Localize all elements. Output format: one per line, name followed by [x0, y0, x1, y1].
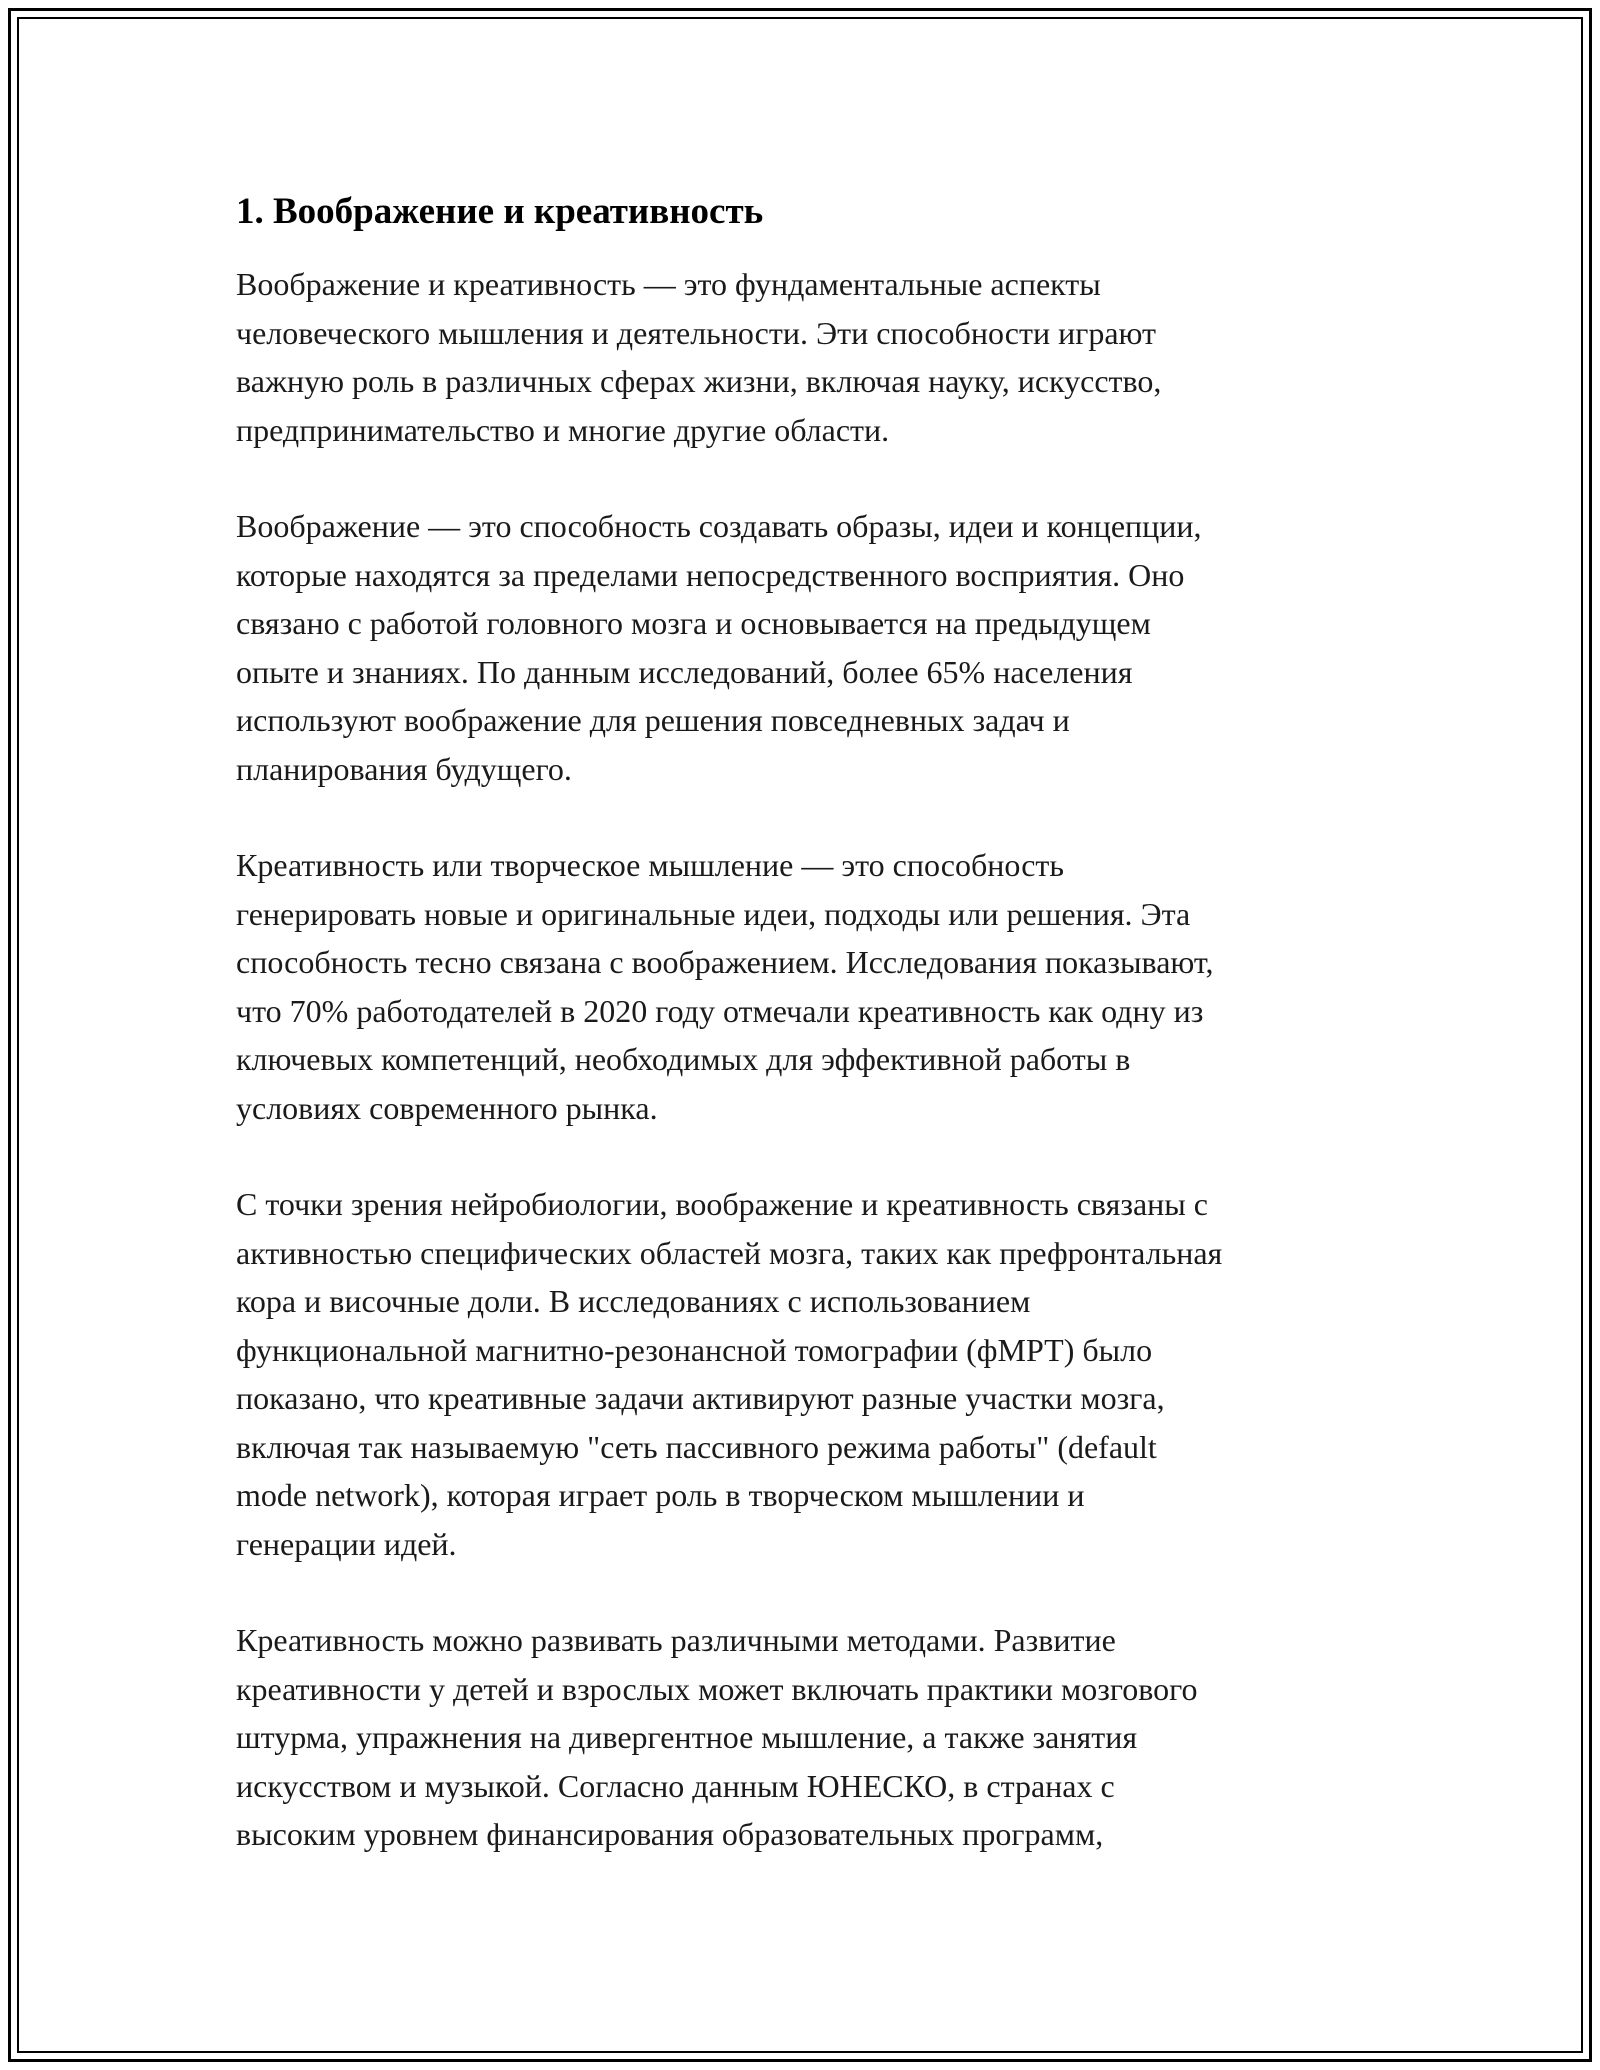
text-line: способность тесно связана с воображением. Исследования показывают, [236, 944, 1214, 980]
text-line: ключевых компетенций, необходимых для эффективной работы в [236, 1041, 1131, 1077]
text-line: связано с работой головного мозга и основывается на предыдущем [236, 605, 1151, 641]
text-line: показано, что креативные задачи активируют разные участки мозга, [236, 1380, 1165, 1416]
text-line: функциональной магнитно-резонансной томографии (фМРТ) было [236, 1331, 1153, 1368]
text-line: mode network), которая играет роль в творческом мышлении и [236, 1477, 1085, 1513]
paragraph-2 [236, 502, 1376, 793]
text-line: штурма, упражнения на дивергентное мышление, а также занятия [236, 1719, 1138, 1755]
text-line: высоким уровнем финансирования образовательных программ, [236, 1816, 1104, 1852]
text-line: Воображение — это способность создавать образы, идеи и концепции, [236, 508, 1202, 544]
text-line: С точки зрения нейробиологии, воображение и креативность связаны с [236, 1186, 1208, 1222]
text-line: опыте и знаниях. По данным исследований, более 65% населения [236, 653, 1133, 690]
text-line: условиях современного рынка. [236, 1089, 658, 1126]
text-line: креативности у детей и взрослых может включать практики мозгового [236, 1670, 1198, 1707]
paragraph-1 [236, 260, 1376, 454]
text-line: Креативность или творческое мышление — это способность [236, 847, 1064, 883]
text-line: включая так называемую "сеть пассивного режима работы" (default [236, 1428, 1157, 1465]
text-line: искусством и музыкой. Согласно данным ЮНЕСКО, в странах с [236, 1767, 1115, 1804]
text-line: что 70% работодателей в 2020 году отмечали креативность как одну из [236, 992, 1204, 1029]
text-line: предпринимательство и многие другие области. [236, 411, 890, 448]
text-line: кора и височные доли. В исследованиях с использованием [236, 1283, 1031, 1319]
document-body [236, 186, 1376, 1907]
section-heading: 1. Воображение и креативность [236, 191, 764, 232]
text-line: которые находятся за пределами непосредственного восприятия. Оно [236, 556, 1185, 593]
paragraph-3 [236, 841, 1376, 1132]
text-line: Воображение и креативность — это фундаментальные аспекты [236, 266, 1101, 302]
text-line: важную роль в различных сферах жизни, включая науку, искусство, [236, 363, 1162, 399]
text-line: используют воображение для решения повседневных задач и [236, 702, 1070, 738]
text-line: человеческого мышления и деятельности. Эти способности играют [236, 314, 1156, 351]
text-line: генерировать новые и оригинальные идеи, подходы или решения. Эта [236, 895, 1191, 932]
text-line: Креативность можно развивать различными методами. Развитие [236, 1622, 1116, 1658]
paragraph-4 [236, 1180, 1376, 1568]
text-line: активностью специфических областей мозга, таких как префронтальная [236, 1234, 1223, 1271]
paragraph-5 [236, 1616, 1376, 1859]
text-line: планирования будущего. [236, 750, 572, 787]
text-line: генерации идей. [236, 1525, 457, 1562]
